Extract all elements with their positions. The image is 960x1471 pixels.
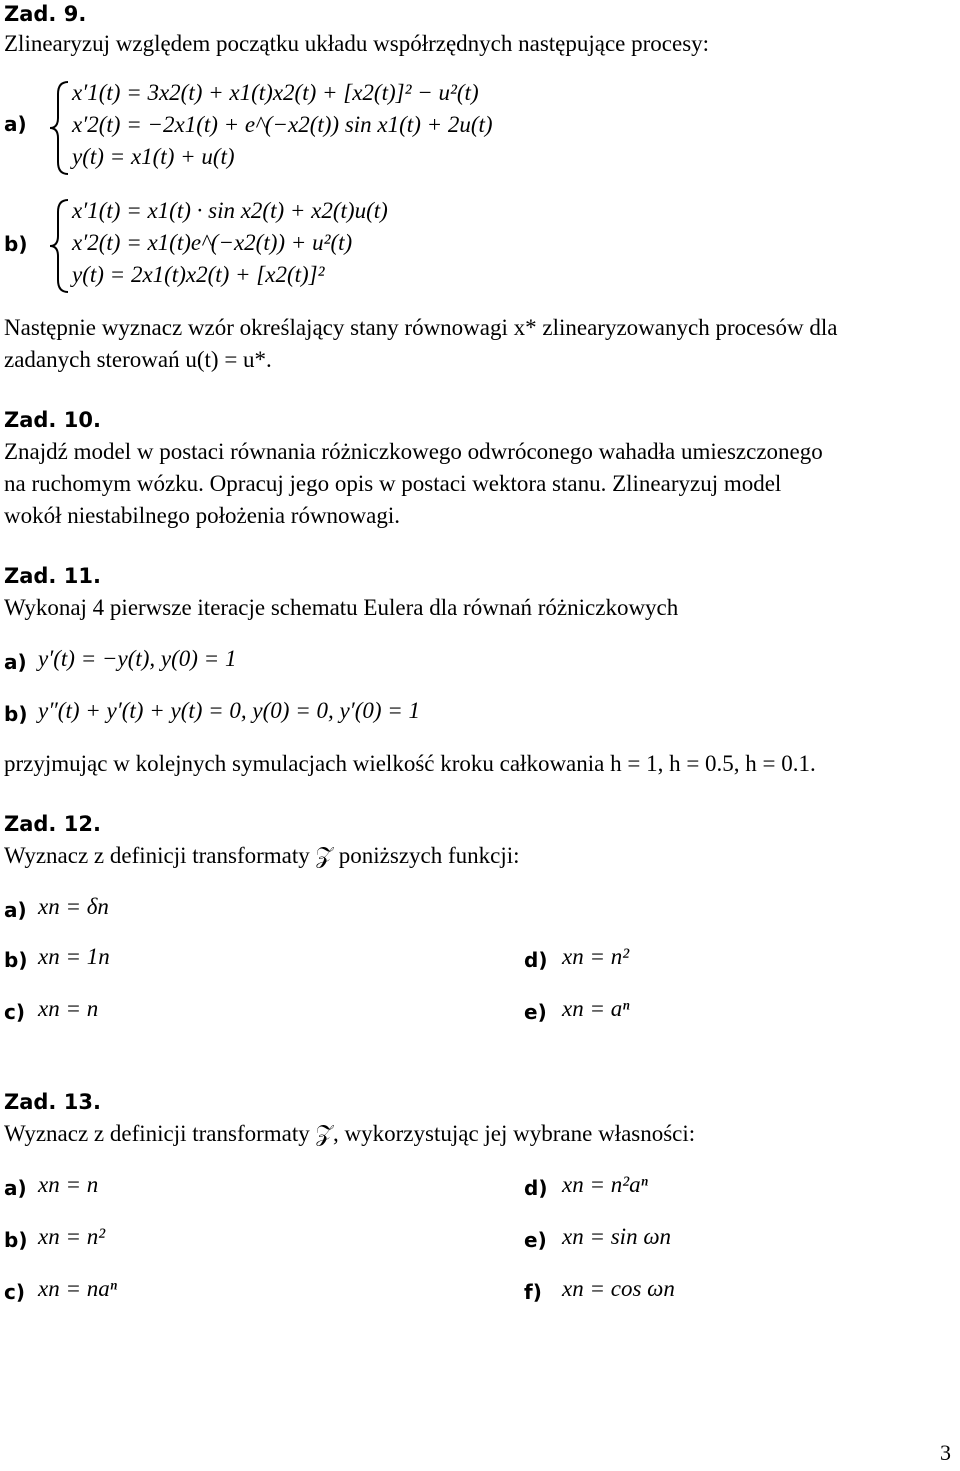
zad12-item-label: c) (4, 1000, 25, 1024)
zad13-item-label: a) (4, 1176, 27, 1200)
zad13-item-eq: xn = naⁿ (38, 1276, 117, 1301)
zad12-item-label: a) (4, 898, 27, 922)
zad9-a-eq1: x′1(t) = 3x2(t) + x1(t)x2(t) + [x2(t)]² − u²(t) (72, 80, 479, 105)
zad12-item-label: b) (4, 948, 28, 972)
zad11-heading: Zad. 11. (4, 564, 101, 588)
zad12-item-eq: xn = n² (562, 944, 630, 969)
zad9-b-eq3: y(t) = 2x1(t)x2(t) + [x2(t)]² (72, 262, 325, 287)
zad9-outro-line1: Następnie wyznacz wzór określający stany równowagi x* zlinearyzowanych procesów dla (4, 315, 838, 340)
left-brace-icon (48, 198, 70, 294)
zad12-item-eq: xn = aⁿ (562, 996, 630, 1021)
zad9-b-eq1: x′1(t) = x1(t) · sin x2(t) + x2(t)u(t) (72, 198, 388, 223)
left-brace-icon (48, 80, 70, 176)
zad10-line1: Znajdź model w postaci równania różniczkowego odwróconego wahadła umieszczonego (4, 439, 823, 464)
zad13-item-label: f) (524, 1280, 542, 1304)
zad12-item-label: d) (524, 948, 548, 972)
zad13-item-label: c) (4, 1280, 25, 1304)
zad9-a-eq2: x′2(t) = −2x1(t) + e^(−x2(t)) sin x1(t) + 2u(t) (72, 112, 493, 137)
zad9-outro-line2: zadanych sterowań u(t) = u*. (4, 347, 272, 372)
zad10-line3: wokół niestabilnego położenia równowagi. (4, 503, 401, 528)
zad13-item-label: e) (524, 1228, 547, 1252)
zad9-a-label: a) (4, 112, 27, 136)
zad13-heading: Zad. 13. (4, 1090, 101, 1114)
zad12-heading: Zad. 12. (4, 812, 101, 836)
zad12-item-label: e) (524, 1000, 547, 1024)
zad9-b-eq2: x′2(t) = x1(t)e^(−x2(t)) + u²(t) (72, 230, 353, 255)
zad9-b-label: b) (4, 232, 28, 256)
zad9-a-eq3: y(t) = x1(t) + u(t) (72, 144, 235, 169)
zad9-heading: Zad. 9. (4, 2, 87, 26)
zad13-item-label: b) (4, 1228, 28, 1252)
zad12-item-eq: xn = n (38, 996, 99, 1021)
zad11-a-eq: y′(t) = −y(t), y(0) = 1 (38, 646, 237, 671)
zad11-outro: przyjmując w kolejnych symulacjach wielkość kroku całkowania h = 1, h = 0.5, h = 0.1. (4, 751, 816, 776)
zad11-b-label: b) (4, 702, 28, 726)
zad13-item-eq: xn = n (38, 1172, 99, 1197)
zad13-item-eq: xn = n²aⁿ (562, 1172, 648, 1197)
zad10-heading: Zad. 10. (4, 408, 101, 432)
zad12-intro: Wyznacz z definicji transformaty 𝒵 poniższych funkcji: (4, 843, 520, 868)
zad13-item-eq: xn = cos ωn (562, 1276, 675, 1301)
zad11-b-eq: y″(t) + y′(t) + y(t) = 0, y(0) = 0, y′(0) = 1 (38, 698, 421, 723)
zad13-item-eq: xn = sin ωn (562, 1224, 672, 1249)
zad13-item-label: d) (524, 1176, 548, 1200)
zad9-intro: Zlinearyzuj względem początku układu współrzędnych następujące procesy: (4, 31, 710, 56)
zad11-intro: Wykonaj 4 pierwsze iteracje schematu Eulera dla równań różniczkowych (4, 595, 679, 620)
zad13-item-eq: xn = n² (38, 1224, 106, 1249)
zad13-intro: Wyznacz z definicji transformaty 𝒵, wykorzystując jej wybrane własności: (4, 1121, 696, 1146)
page-number: 3 (940, 1440, 951, 1465)
zad10-line2: na ruchomym wózku. Opracuj jego opis w postaci wektora stanu. Zlinearyzuj model (4, 471, 782, 496)
zad12-item-eq: xn = δn (38, 894, 109, 919)
zad11-a-label: a) (4, 650, 27, 674)
zad12-item-eq: xn = 1n (38, 944, 110, 969)
